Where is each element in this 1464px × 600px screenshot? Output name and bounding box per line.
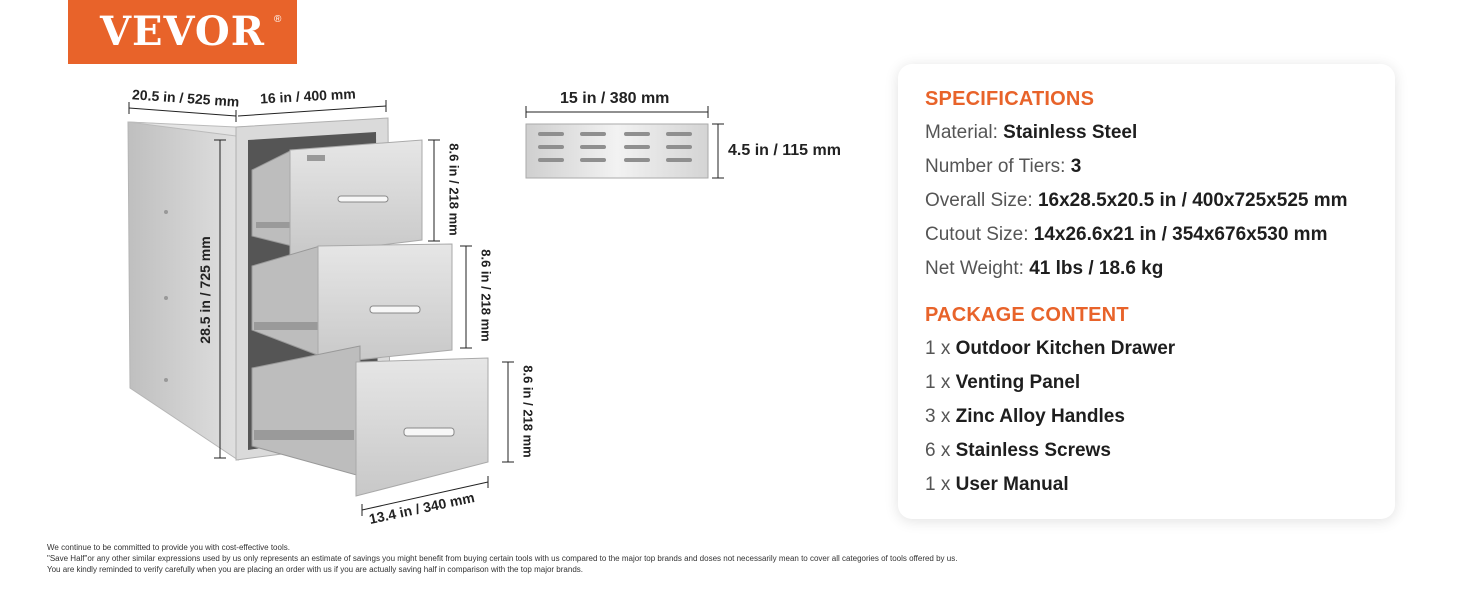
brand-name: VEVOR bbox=[100, 8, 265, 55]
venting-panel bbox=[526, 124, 708, 178]
vent-width-dimension: 15 in / 380 mm bbox=[560, 90, 670, 107]
package-item: 1 x Venting Panel bbox=[925, 372, 1081, 393]
drawer-1-handle bbox=[338, 196, 388, 202]
drawer-2-height: 8.6 in / 218 mm bbox=[478, 249, 494, 342]
package-item: 3 x Zinc Alloy Handles bbox=[925, 406, 1125, 427]
width-dimension: 16 in / 400 mm bbox=[259, 85, 357, 107]
drawer-2-front bbox=[318, 244, 452, 364]
drawer-depth-dimension: 13.4 in / 340 mm bbox=[367, 489, 476, 527]
spec-row-tiers: Number of Tiers: 3 bbox=[925, 156, 1082, 177]
drawer-2-handle bbox=[370, 306, 420, 313]
drawer-1-height: 8.6 in / 218 mm bbox=[446, 143, 462, 236]
drawer-3-height: 8.6 in / 218 mm bbox=[520, 365, 536, 458]
drawer-3-side bbox=[252, 346, 360, 476]
cabinet-side-panel bbox=[128, 122, 238, 460]
registered-mark: ® bbox=[274, 14, 282, 25]
spec-row-net-weight: Net Weight: 41 lbs / 18.6 kg bbox=[925, 258, 1164, 279]
package-item: 1 x Outdoor Kitchen Drawer bbox=[925, 338, 1176, 359]
disclaimer-line: You are kindly reminded to verify carefully when you are placing an order with us if you are actually saving half in comparison with the top major brands. bbox=[47, 565, 583, 574]
disclaimer-line: We continue to be committed to provide you with cost-effective tools. bbox=[47, 543, 290, 552]
spec-row-cutout-size: Cutout Size: 14x26.6x21 in / 354x676x530 mm bbox=[925, 224, 1328, 245]
drawer-3-front bbox=[356, 358, 488, 496]
specifications-title: SPECIFICATIONS bbox=[925, 88, 1095, 110]
spec-row-overall-size: Overall Size: 16x28.5x20.5 in / 400x725x525 mm bbox=[925, 190, 1348, 211]
vent-height-dimension: 4.5 in / 115 mm bbox=[728, 142, 841, 159]
drawer-3-handle bbox=[404, 428, 454, 436]
spec-row-material: Material: Stainless Steel bbox=[925, 122, 1138, 143]
disclaimer-line: "Save Half"or any other similar expressions used by us only represents an estimate of savings you might benefit from buying certain tools with us compared to the major top brands and doses not necessarily mean to cover all categories of tools offered by us. bbox=[47, 554, 958, 563]
disclaimer bbox=[47, 542, 957, 575]
package-item: 1 x User Manual bbox=[925, 474, 1069, 495]
depth-dimension: 20.5 in / 525 mm bbox=[131, 86, 240, 110]
specifications-card bbox=[898, 64, 1395, 519]
package-content-title: PACKAGE CONTENT bbox=[925, 304, 1129, 326]
height-dimension: 28.5 in / 725 mm bbox=[197, 236, 213, 344]
package-item: 6 x Stainless Screws bbox=[925, 440, 1111, 461]
